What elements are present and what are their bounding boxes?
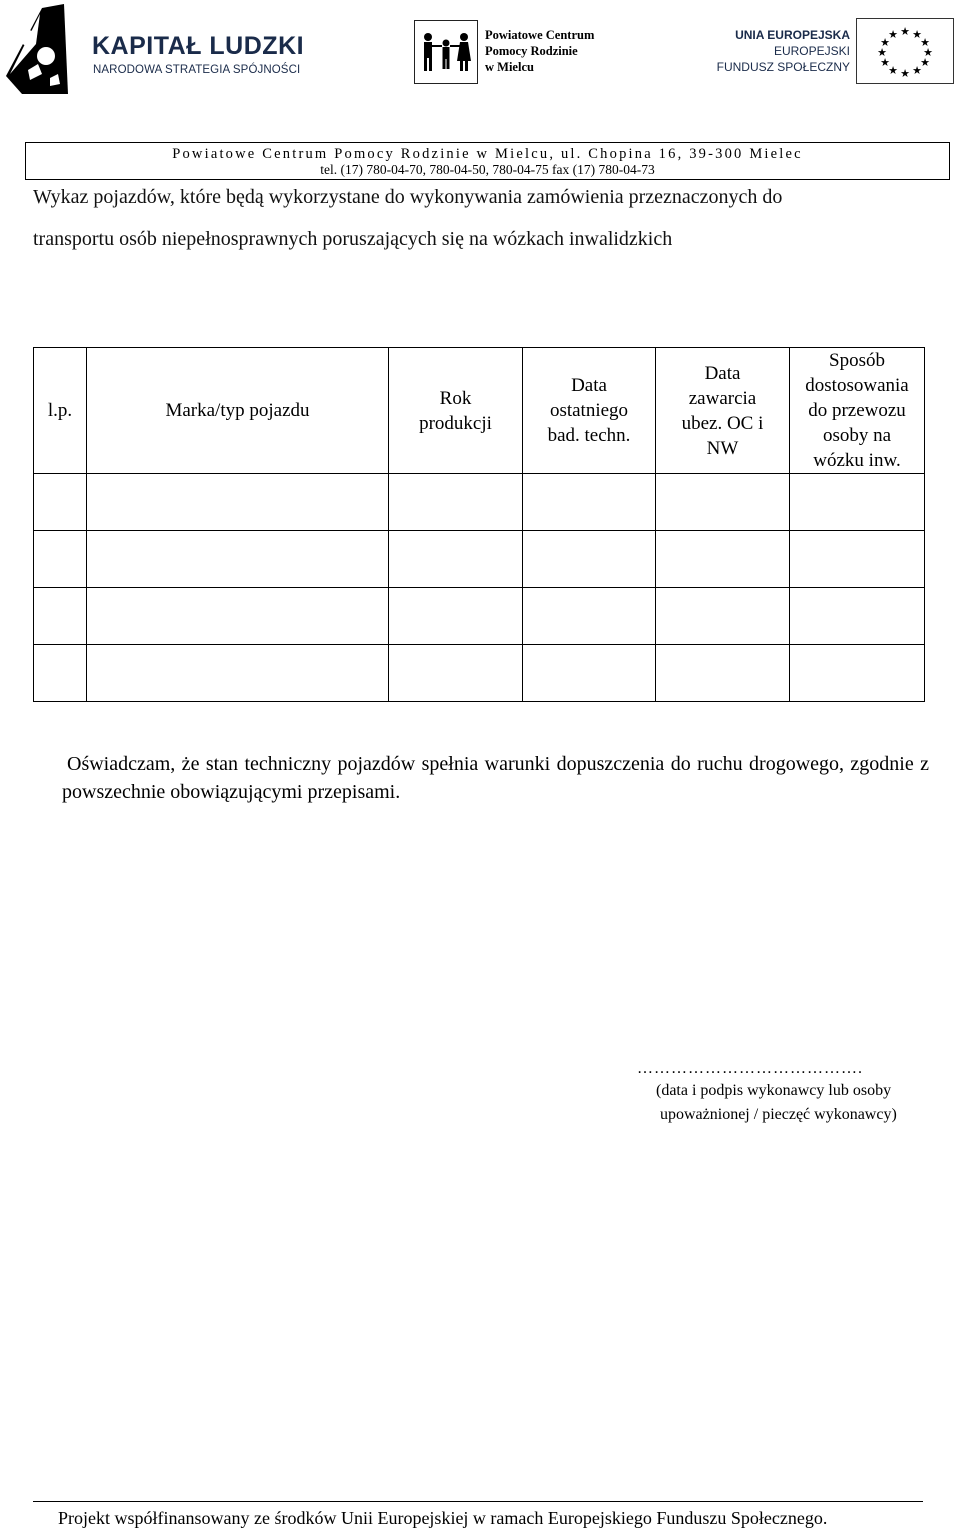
- institution-phone: tel. (17) 780-04-70, 780-04-50, 780-04-75 fax (17) 780-04-73: [320, 162, 655, 177]
- table-cell[interactable]: [389, 474, 523, 531]
- pcpr-logo-line2: Pomocy Rodzinie: [485, 44, 578, 58]
- column-header-line: dostosowania: [805, 375, 909, 396]
- technical-condition-declaration: Oświadczam, że stan techniczny pojazdów spełnia warunki dopuszczenia do ruchu drogowego, zgodnie z powszechnie obowiązującymi przepisami.: [62, 753, 929, 803]
- pcpr-logo-line3: w Mielcu: [485, 60, 534, 74]
- table-cell[interactable]: [790, 645, 925, 702]
- table-cell[interactable]: [656, 588, 790, 645]
- column-header: [790, 348, 925, 474]
- eu-logo: [718, 18, 958, 88]
- column-header-line: Data: [704, 362, 741, 384]
- table-cell[interactable]: [34, 645, 87, 702]
- svg-text:★: ★: [920, 36, 930, 49]
- table-cell[interactable]: [656, 531, 790, 588]
- svg-text:★: ★: [920, 56, 930, 69]
- svg-text:★: ★: [900, 25, 910, 38]
- eu-logo-line2: EUROPEJSKI: [773, 44, 850, 58]
- pcpr-logo: [414, 20, 624, 84]
- column-header-line: osoby na: [822, 425, 892, 446]
- column-header-line: do przewozu: [808, 400, 906, 421]
- svg-text:★: ★: [900, 67, 910, 80]
- column-header-line: Data: [571, 375, 607, 396]
- institution-address: Powiatowe Centrum Pomocy Rodzinie w Mielcu, ul. Chopina 16, 39-300 Mielec: [172, 146, 803, 162]
- table-cell[interactable]: [389, 588, 523, 645]
- table-header-row: [34, 348, 925, 474]
- institution-header: [25, 142, 950, 180]
- document-title-line2: transportu osób niepełnosprawnych poruszających się na wózkach inwalidzkich: [33, 228, 673, 250]
- table-cell[interactable]: [87, 645, 389, 702]
- table-cell[interactable]: [87, 588, 389, 645]
- table-cell[interactable]: [523, 474, 656, 531]
- kapital-ludzki-emblem-icon: [6, 4, 86, 96]
- table-cell[interactable]: [790, 531, 925, 588]
- table-cell[interactable]: [523, 645, 656, 702]
- eu-stars-flag-icon: [856, 18, 954, 84]
- column-header: [34, 348, 87, 474]
- column-header-line: l.p.: [47, 400, 73, 421]
- svg-text:★: ★: [888, 28, 898, 41]
- svg-text:★: ★: [888, 64, 898, 77]
- table-cell[interactable]: [389, 531, 523, 588]
- svg-text:★: ★: [912, 64, 922, 77]
- table-row: [34, 645, 925, 702]
- table-cell[interactable]: [34, 474, 87, 531]
- column-header-line: Marka/typ pojazdu: [165, 400, 310, 421]
- table-cell[interactable]: [656, 645, 790, 702]
- footer-cofinancing-note: Projekt współfinansowany ze środków Unii Europejskiej w ramach Europejskiego Funduszu Społecznego.: [58, 1508, 828, 1528]
- column-header-line: ubez. OC i: [681, 412, 764, 434]
- column-header-line: bad. techn.: [547, 425, 631, 446]
- table-cell[interactable]: [34, 588, 87, 645]
- column-header: [523, 348, 656, 474]
- table-cell[interactable]: [790, 474, 925, 531]
- svg-text:★: ★: [923, 46, 933, 59]
- column-header: [389, 348, 523, 474]
- column-header-line: Rok: [439, 387, 472, 409]
- table-cell[interactable]: [790, 588, 925, 645]
- column-header: [656, 348, 790, 474]
- footer-divider: [33, 1501, 923, 1502]
- table-row: [34, 474, 925, 531]
- table-cell[interactable]: [34, 531, 87, 588]
- table-cell[interactable]: [87, 474, 389, 531]
- kapital-ludzki-title: KAPITAŁ LUDZKI: [92, 32, 305, 60]
- kapital-ludzki-subtitle: NARODOWA STRATEGIA SPÓJNOŚCI: [93, 64, 301, 76]
- family-icon: [414, 20, 478, 84]
- column-header-line: zawarcia: [688, 387, 757, 409]
- pcpr-logo-line1: Powiatowe Centrum: [485, 28, 595, 42]
- svg-text:★: ★: [880, 36, 890, 49]
- svg-text:★: ★: [880, 56, 890, 69]
- column-header-line: ostatniego: [549, 400, 629, 421]
- signature-caption-line2: upoważnionej / pieczęć wykonawcy): [660, 1106, 897, 1123]
- column-header-line: NW: [706, 437, 739, 459]
- table-row: [34, 531, 925, 588]
- table-cell[interactable]: [656, 474, 790, 531]
- table-cell[interactable]: [523, 588, 656, 645]
- signature-caption-line1: (data i podpis wykonawcy lub osoby: [656, 1082, 892, 1099]
- table-row: [34, 588, 925, 645]
- eu-logo-line1: UNIA EUROPEJSKA: [735, 28, 850, 42]
- column-header-line: produkcji: [419, 412, 492, 434]
- table-cell[interactable]: [87, 531, 389, 588]
- table-cell[interactable]: [389, 645, 523, 702]
- column-header-line: Sposób: [829, 350, 885, 371]
- column-header-line: wózku inw.: [813, 450, 901, 471]
- column-header: [87, 348, 389, 474]
- kapital-ludzki-logo: [6, 4, 306, 96]
- svg-text:★: ★: [877, 46, 887, 59]
- svg-text:★: ★: [912, 28, 922, 41]
- signature-dotted-line: ………………………………….: [637, 1060, 863, 1077]
- table-cell[interactable]: [523, 531, 656, 588]
- vehicle-table: [33, 347, 925, 702]
- document-title-line1: Wykaz pojazdów, które będą wykorzystane do wykonywania zamówienia przeznaczonych do: [33, 186, 783, 208]
- eu-logo-line3: FUNDUSZ SPOŁECZNY: [716, 60, 850, 74]
